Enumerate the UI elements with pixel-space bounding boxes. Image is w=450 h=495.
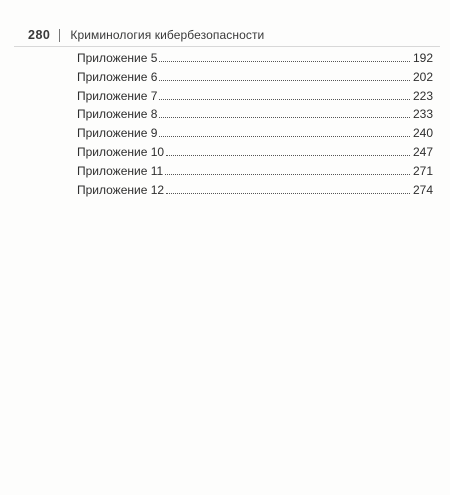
dot-leader bbox=[159, 60, 410, 62]
toc-entry-page: 274 bbox=[412, 182, 433, 197]
toc-entry-page: 223 bbox=[412, 88, 433, 103]
page-number: 280 bbox=[28, 28, 51, 42]
toc-entry bbox=[77, 51, 433, 70]
toc-entry bbox=[77, 89, 433, 108]
toc-entry-page: 240 bbox=[412, 126, 433, 141]
toc-entry bbox=[77, 145, 433, 164]
toc-entry-title: Приложение 6 bbox=[77, 69, 158, 84]
dot-leader bbox=[166, 192, 410, 194]
toc-entry-page: 247 bbox=[412, 144, 433, 159]
header-separator bbox=[59, 29, 60, 42]
dot-leader bbox=[165, 173, 410, 175]
toc-entry-title: Приложение 5 bbox=[77, 51, 158, 65]
toc-entry-page: 233 bbox=[412, 107, 433, 122]
toc-entry-page: 192 bbox=[412, 51, 433, 65]
toc-entry bbox=[77, 107, 433, 126]
toc-entry-title: Приложение 7 bbox=[77, 88, 158, 103]
dot-leader bbox=[166, 154, 410, 156]
table-of-contents bbox=[77, 51, 433, 201]
toc-entry-title: Приложение 12 bbox=[77, 182, 165, 197]
dot-leader bbox=[159, 79, 410, 81]
running-header bbox=[28, 28, 264, 42]
running-title: Криминология кибербезопасности bbox=[70, 28, 265, 42]
toc-entry-page: 271 bbox=[412, 163, 433, 178]
toc-entry-title: Приложение 9 bbox=[77, 126, 158, 141]
dot-leader bbox=[159, 135, 410, 137]
toc-entry bbox=[77, 164, 433, 183]
toc-entry-page: 202 bbox=[412, 69, 433, 84]
toc-entry bbox=[77, 126, 433, 145]
toc-entry-title: Приложение 10 bbox=[77, 144, 165, 159]
toc-entry bbox=[77, 183, 433, 202]
dot-leader bbox=[159, 98, 410, 100]
dot-leader bbox=[159, 116, 410, 118]
toc-entry-title: Приложение 11 bbox=[77, 163, 164, 178]
toc-entry-title: Приложение 8 bbox=[77, 107, 158, 122]
header-rule bbox=[14, 46, 440, 47]
toc-entry bbox=[77, 70, 433, 89]
